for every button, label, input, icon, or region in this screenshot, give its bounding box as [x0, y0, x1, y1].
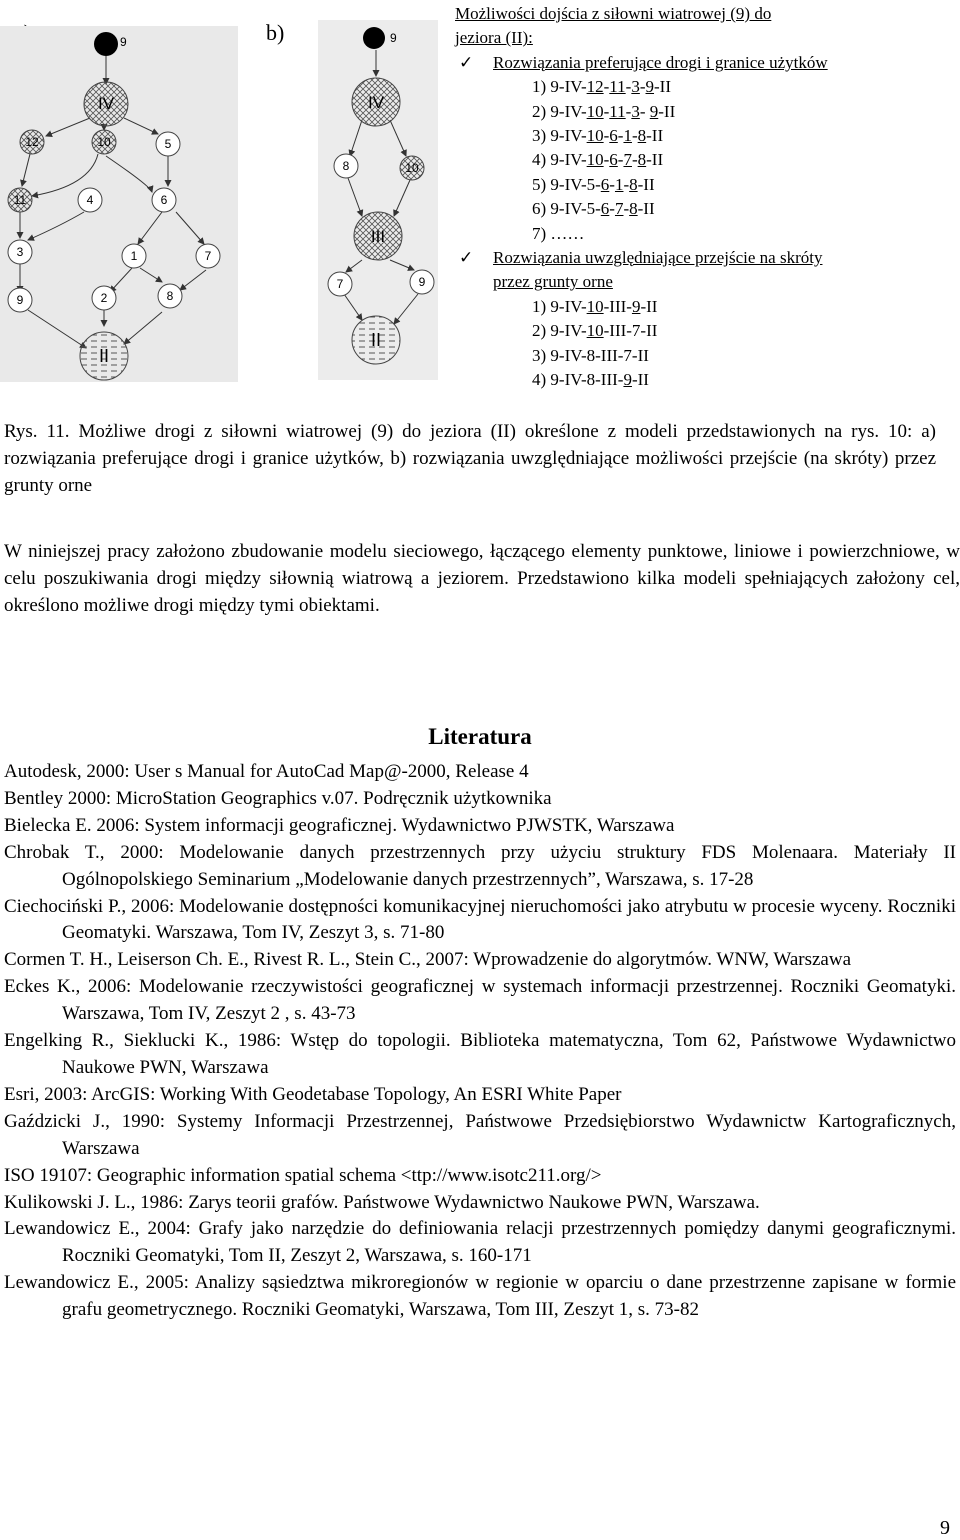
solution-number: 4): [532, 150, 547, 170]
literature-title: Literatura: [428, 724, 532, 749]
route-segment: -: [617, 150, 624, 170]
reference-item: Chrobak T., 2000: Modelowanie danych przestrzennych przy użyciu struktury FDS Molenaara. Materiały II Ogólnopolskiego Seminarium „Modelowanie danych przestrzennych”, Warszawa, s. 17-28: [4, 841, 956, 890]
route-segment: -: [609, 174, 615, 194]
node-9-label: 9: [120, 35, 127, 49]
svg-text:III: III: [370, 227, 386, 246]
route-segment: -: [623, 199, 630, 219]
route-segment: 7: [623, 150, 632, 170]
route-segment: -II: [637, 174, 655, 194]
route-segment: 8: [637, 126, 647, 146]
solution-item: [455, 295, 955, 319]
route-segment: 9-IV-5-: [550, 174, 601, 194]
route-segment: 6: [609, 150, 618, 170]
check-icon: ✓: [459, 52, 474, 72]
route-segment: ……: [550, 223, 585, 243]
svg-text:6: 6: [160, 193, 168, 207]
route-segment: -: [603, 150, 610, 170]
route-segment: 9-IV-: [550, 321, 587, 341]
route-segment: 6: [609, 126, 618, 146]
route-segment: 10: [586, 321, 604, 341]
solution-item: [455, 222, 955, 246]
reference-item: ISO 19107: Geographic information spatial schema <ttp://www.isotc211.org/>: [4, 1164, 602, 1186]
solution-number: 3): [532, 126, 547, 146]
route-segment: 10: [586, 296, 604, 316]
route-segment: 9-IV-5-: [550, 199, 601, 219]
route-segment: 6: [600, 174, 610, 194]
route-segment: 9-IV-8-III-: [550, 370, 624, 390]
reference-item: Engelking R., Sieklucki K., 1986: Wstęp do topologii. Biblioteka matematyczna, Tom 62, Państwowe Wydawnictwo Naukowe PWN, Warszawa: [4, 1030, 956, 1078]
route-segment: -: [603, 101, 610, 121]
route-segment: -III-7-II: [603, 321, 658, 341]
solutions-list-1: [455, 75, 955, 246]
solution-item: [455, 100, 955, 124]
route-segment: -II: [658, 101, 676, 121]
route-segment: -: [625, 77, 632, 97]
svg-text:II: II: [370, 330, 382, 350]
solution-number: 5): [532, 174, 547, 194]
solution-number: 4): [532, 370, 547, 390]
check-item-1: ✓ Rozwiązania preferujące drogi i granice użytków: [455, 51, 955, 75]
references-list: [4, 759, 956, 1324]
solutions-panel: [455, 2, 955, 393]
route-segment: 8: [637, 150, 647, 170]
svg-text:10: 10: [405, 161, 419, 175]
route-segment: -: [625, 101, 632, 121]
solution-number: 1): [532, 77, 547, 97]
figure-caption: [4, 418, 936, 499]
route-segment: 1: [614, 174, 624, 194]
route-segment: -: [603, 77, 610, 97]
svg-text:9: 9: [418, 275, 426, 289]
check-item-2: ✓ Rozwiązania uwzględniające przejście na skróty: [455, 246, 955, 270]
route-segment: -II: [631, 370, 649, 390]
reference-item: Esri, 2003: ArcGIS: Working With Geodetabase Topology, An ESRI White Paper: [4, 1083, 622, 1105]
route-segment: -: [603, 126, 610, 146]
route-segment: 9-IV-8-III-7-II: [550, 345, 649, 365]
route-segment: 9-IV-: [550, 77, 587, 97]
reference-item: Lewandowicz E., 2004: Grafy jako narzędzie do definiowania relacji przestrzennych pomiędzy danymi geograficznymi. Roczniki Geomatyki, Tom II, Zeszyt 2, Warszawa, s. 160-171: [4, 1218, 956, 1267]
svg-text:8: 8: [166, 289, 174, 303]
route-segment: 8: [629, 174, 638, 194]
route-segment: 10: [586, 101, 604, 121]
solution-item: [455, 75, 955, 99]
reference-item: Bielecka E. 2006: System informacji geograficznej. Wydawnictwo PJWSTK, Warszawa: [4, 814, 675, 836]
svg-text:II: II: [98, 346, 110, 366]
route-segment: 12: [586, 77, 604, 97]
solution-item: [455, 148, 955, 172]
route-segment: -: [623, 174, 630, 194]
svg-text:11: 11: [13, 193, 27, 207]
svg-text:9: 9: [390, 31, 397, 45]
start-node: [94, 32, 118, 56]
route-segment: 10: [586, 150, 604, 170]
svg-text:IV: IV: [367, 93, 385, 112]
route-segment: -II: [646, 150, 664, 170]
solution-item: [455, 124, 955, 148]
route-segment: -: [609, 199, 615, 219]
solution-number: 7): [532, 223, 547, 243]
reference-item: Lewandowicz E., 2005: Analizy sąsiedztwa mikroregionów w regionie w oparciu o dane przestrzenne zapisane w formie grafu geometrycznego. Roczniki Geomatyki, Warszawa, Tom III, Zeszyt 1, s. 73-82: [4, 1272, 956, 1321]
route-segment: 9: [631, 296, 641, 316]
figure-label-b: b): [266, 20, 285, 45]
route-segment: 9: [649, 101, 659, 121]
route-segment: 11: [609, 77, 626, 97]
svg-text:2: 2: [100, 291, 108, 305]
route-segment: 6: [600, 199, 610, 219]
route-segment: 9: [645, 77, 655, 97]
svg-text:10: 10: [97, 135, 111, 149]
solution-number: 2): [532, 321, 547, 341]
route-segment: -II: [646, 126, 664, 146]
svg-text:3: 3: [16, 245, 24, 259]
check-icon: ✓: [459, 248, 474, 268]
svg-text:1: 1: [130, 249, 138, 263]
svg-text:7: 7: [336, 277, 344, 291]
route-segment: 9-IV-: [550, 101, 587, 121]
body-paragraph: W niniejszej pracy założono zbudowanie modelu sieciowego, łączącego elementy punktowe, liniowe i powierzchniowe, w celu poszukiwania drogi między siłownią wiatrową a jeziorem. Przedstawiono kilka modeli spełniających założony cel, określono możliwe drogi między tymi obiektami.: [4, 541, 960, 617]
svg-text:8: 8: [342, 159, 350, 173]
solutions-list-2: [455, 295, 955, 393]
svg-text:4: 4: [86, 193, 94, 207]
graph-b: [318, 20, 438, 380]
route-segment: -: [639, 77, 646, 97]
graph-a: [0, 26, 238, 382]
route-segment: -III-: [603, 296, 632, 316]
solutions-heading-line1: Możliwości dojścia z siłowni wiatrowej (9) do: [455, 4, 772, 23]
route-segment: 7: [614, 199, 624, 219]
solution-item: [455, 368, 955, 392]
solution-item: [455, 344, 955, 368]
reference-item: Bentley 2000: MicroStation Geographics v.07. Podręcznik użytkownika: [4, 787, 552, 809]
svg-text:12: 12: [25, 135, 39, 149]
svg-text:IV: IV: [97, 94, 115, 113]
reference-item: Kulikowski J. L., 1986: Zarys teorii grafów. Państwowe Wydawnictwo Naukowe PWN, Warszawa.: [4, 1191, 760, 1213]
page-number: 9: [940, 1517, 950, 1539]
solution-number: 1): [532, 296, 547, 316]
route-segment: 8: [629, 199, 638, 219]
solution-number: 3): [532, 345, 547, 365]
route-segment: -II: [654, 77, 671, 97]
route-segment: 9-IV-: [550, 150, 587, 170]
route-segment: -: [617, 126, 624, 146]
solution-item: [455, 319, 955, 343]
route-segment: -II: [640, 296, 658, 316]
caption-text: Możliwe drogi z siłowni wiatrowej (9) do jeziora (II) określone z modeli przedstawionych na rys. 10: a) rozwiązania preferujące drogi i granice użytków, b) rozwiązania uwzględniające możliwości przejście (na skróty) przez grunty orne: [4, 421, 936, 496]
caption-label: Rys. 11.: [4, 421, 70, 442]
route-segment: 3: [631, 77, 640, 97]
reference-item: Autodesk, 2000: User s Manual for AutoCad Map@-2000, Release 4: [4, 761, 529, 782]
solution-number: 6): [532, 199, 547, 219]
solutions-heading-line2: jeziora (II):: [455, 28, 533, 48]
svg-text:7: 7: [204, 249, 212, 263]
start-node-b: [363, 27, 385, 49]
reference-item: Cormen T. H., Leiserson Ch. E., Rivest R. L., Stein C., 2007: Wprowadzenie do algorytmów. WNW, Warszawa: [4, 949, 852, 971]
solution-item: [455, 197, 955, 221]
reference-item: Eckes K., 2006: Modelowanie rzeczywistości geograficznej w systemach informacji przestrzennej. Roczniki Geomatyki. Warszawa, Tom IV, Zeszyt 2 , s. 43-73: [4, 976, 956, 1025]
route-segment: 9-IV-: [550, 296, 587, 316]
route-segment: -: [631, 126, 638, 146]
route-segment: 1: [623, 126, 632, 146]
route-segment: 9-IV-: [550, 126, 587, 146]
route-segment: 11: [609, 101, 626, 121]
reference-item: Ciechociński P., 2006: Modelowanie dostępności komunikacyjnej nieruchomości jako atrybutu w procesie wyceny. Roczniki Geomatyki. Warszawa, Tom IV, Zeszyt 3, s. 71-80: [4, 895, 956, 944]
check-item-2-cont: przez grunty orne: [493, 272, 613, 292]
route-segment: -: [639, 101, 650, 121]
reference-item: Gaździcki J., 1990: Systemy Informacji Przestrzennej, Państwowe Przedsiębiorstwo Wydawnictw Kartograficznych, Warszawa: [4, 1110, 956, 1159]
svg-text:5: 5: [164, 137, 172, 151]
solution-number: 2): [532, 101, 547, 121]
solution-item: [455, 173, 955, 197]
route-segment: 3: [631, 101, 640, 121]
route-segment: 9: [623, 370, 632, 390]
svg-text:9: 9: [16, 293, 24, 307]
route-segment: -II: [637, 199, 655, 219]
route-segment: -: [631, 150, 638, 170]
route-segment: 10: [586, 126, 604, 146]
